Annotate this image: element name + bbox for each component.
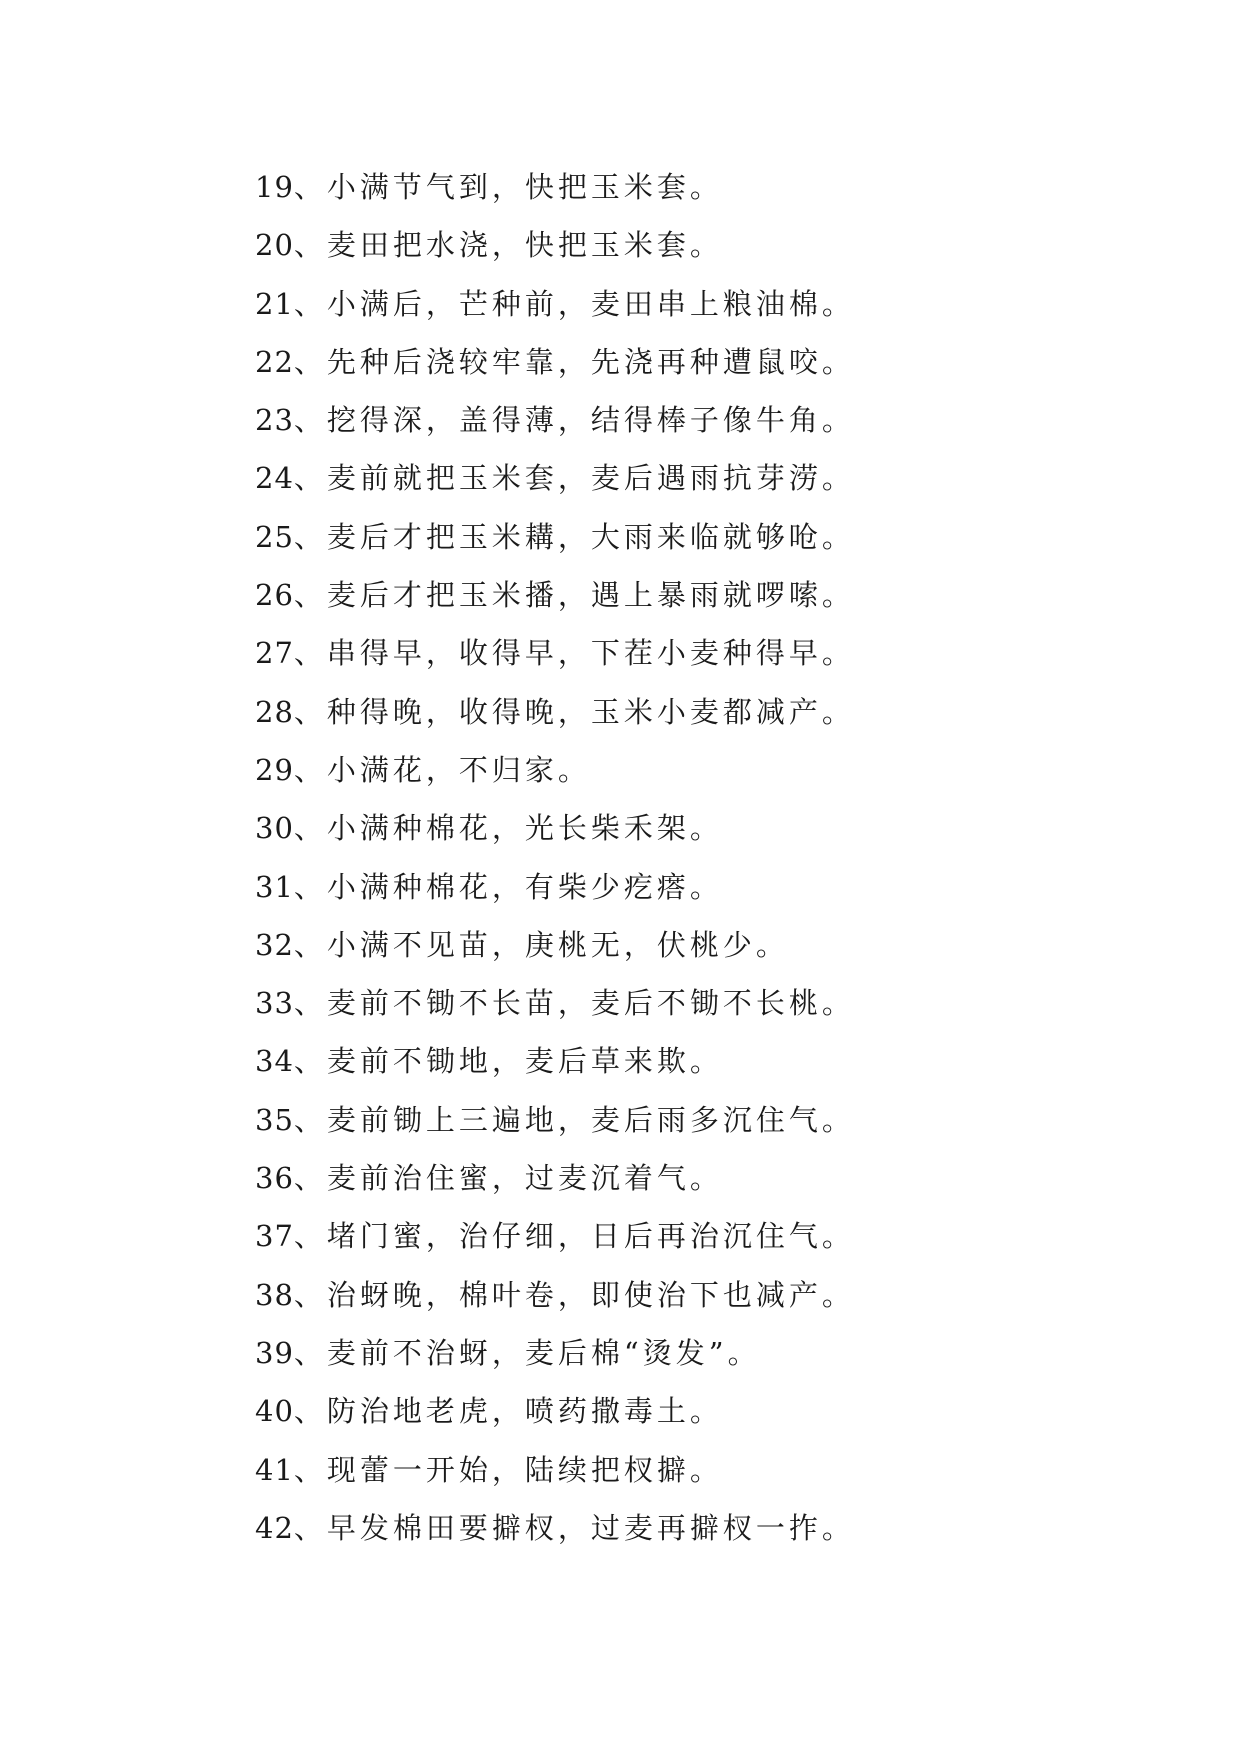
proverb-number: 35 xyxy=(255,1102,294,1137)
proverb-number: 34 xyxy=(255,1044,294,1079)
proverb-line xyxy=(255,1032,855,1090)
proverb-separator: 、 xyxy=(293,1219,327,1254)
proverb-text: 小满节气到，快把玉米套。 xyxy=(326,170,723,204)
proverb-text: 麦前锄上三遍地，麦后雨多沉住气。 xyxy=(326,1102,855,1137)
proverb-line xyxy=(255,624,855,682)
proverb-text: 麦前不锄不长苗，麦后不锄不长桃。 xyxy=(326,986,855,1021)
proverb-text: 种得晚，收得晚，玉米小麦都减产。 xyxy=(326,694,855,729)
proverb-separator: 、 xyxy=(293,1452,327,1487)
proverb-line xyxy=(255,858,855,916)
proverb-number: 40 xyxy=(255,1394,294,1429)
proverb-line xyxy=(255,916,855,974)
proverb-number: 41 xyxy=(255,1452,294,1487)
proverb-line xyxy=(255,1207,855,1265)
proverb-text: 麦前就把玉米套，麦后遇雨抗芽涝。 xyxy=(326,461,855,496)
proverb-line xyxy=(255,974,855,1032)
proverb-number: 22 xyxy=(255,344,294,379)
proverb-number: 32 xyxy=(255,927,294,962)
proverb-text: 堵门蜜，治仔细，日后再治沉住气。 xyxy=(326,1219,855,1254)
proverb-text: 现蕾一开始，陆续把杈擗。 xyxy=(326,1452,723,1487)
proverb-line xyxy=(255,1149,855,1207)
proverb-number: 39 xyxy=(255,1335,294,1370)
proverb-separator: 、 xyxy=(293,1510,327,1545)
proverb-separator: 、 xyxy=(293,869,327,904)
proverb-number: 25 xyxy=(255,519,294,554)
proverb-text: 串得早，收得早，下茬小麦种得早。 xyxy=(326,636,855,671)
proverb-separator: 、 xyxy=(293,1335,327,1370)
proverb-number: 36 xyxy=(255,1161,294,1196)
proverb-text: 小满后，芒种前，麦田串上粮油棉。 xyxy=(326,286,855,321)
proverb-line xyxy=(255,1499,855,1557)
proverb-separator: 、 xyxy=(293,286,327,321)
proverb-separator: 、 xyxy=(293,1161,327,1196)
proverb-line xyxy=(255,449,855,507)
proverb-text: 麦田把水浇，快把玉米套。 xyxy=(326,228,723,263)
proverb-text: 麦前不治蚜，麦后棉“烫发”。 xyxy=(326,1335,761,1370)
proverb-text: 治蚜晚，棉叶卷，即使治下也减产。 xyxy=(326,1277,855,1312)
proverb-text: 先种后浇较牢靠，先浇再种遭鼠咬。 xyxy=(326,344,855,379)
proverb-line xyxy=(255,216,855,274)
proverb-line xyxy=(255,799,855,857)
proverb-separator: 、 xyxy=(293,811,327,846)
proverb-number: 31 xyxy=(255,869,294,904)
proverb-line xyxy=(255,566,855,624)
proverb-list xyxy=(255,158,855,1557)
proverb-separator: 、 xyxy=(293,461,327,496)
proverb-text: 挖得深，盖得薄，结得棒子像牛角。 xyxy=(326,403,855,438)
proverb-number: 38 xyxy=(255,1277,294,1312)
proverb-line xyxy=(255,1441,855,1499)
proverb-separator: 、 xyxy=(293,578,327,613)
proverb-number: 19 xyxy=(255,170,294,204)
proverb-text: 麦后才把玉米耩，大雨来临就够呛。 xyxy=(326,519,855,554)
proverb-line xyxy=(255,1382,855,1440)
proverb-separator: 、 xyxy=(293,170,327,204)
proverb-number: 20 xyxy=(255,228,294,263)
proverb-line xyxy=(255,333,855,391)
proverb-line xyxy=(255,683,855,741)
proverb-text: 麦前治住蜜，过麦沉着气。 xyxy=(326,1161,723,1196)
proverb-separator: 、 xyxy=(293,1102,327,1137)
proverb-separator: 、 xyxy=(293,519,327,554)
proverb-number: 37 xyxy=(255,1219,294,1254)
proverb-separator: 、 xyxy=(293,228,327,263)
proverb-text: 小满种棉花，有柴少疙瘩。 xyxy=(326,869,723,904)
proverb-line xyxy=(255,1266,855,1324)
proverb-number: 29 xyxy=(255,752,294,787)
proverb-text: 小满花，不归家。 xyxy=(326,752,591,787)
proverb-text: 早发棉田要擗杈，过麦再擗杈一拃。 xyxy=(326,1510,855,1545)
proverb-separator: 、 xyxy=(293,636,327,671)
proverb-line xyxy=(255,1091,855,1149)
proverb-number: 23 xyxy=(255,403,294,438)
proverb-number: 28 xyxy=(255,694,294,729)
proverb-separator: 、 xyxy=(293,694,327,729)
proverb-separator: 、 xyxy=(293,403,327,438)
proverb-text: 麦前不锄地，麦后草来欺。 xyxy=(326,1044,723,1079)
proverb-number: 26 xyxy=(255,578,294,613)
proverb-number: 33 xyxy=(255,986,294,1021)
proverb-separator: 、 xyxy=(293,1394,327,1429)
proverb-text: 小满种棉花，光长柴禾架。 xyxy=(326,811,723,846)
proverb-line xyxy=(255,741,855,799)
proverb-line xyxy=(255,158,855,216)
proverb-line xyxy=(255,1324,855,1382)
proverb-text: 防治地老虎，喷药撒毒土。 xyxy=(326,1394,723,1429)
proverb-number: 30 xyxy=(255,811,294,846)
proverb-separator: 、 xyxy=(293,986,327,1021)
proverb-separator: 、 xyxy=(293,1044,327,1079)
proverb-separator: 、 xyxy=(293,927,327,962)
proverb-line xyxy=(255,508,855,566)
proverb-number: 24 xyxy=(255,461,294,496)
proverb-separator: 、 xyxy=(293,752,327,787)
proverb-separator: 、 xyxy=(293,1277,327,1312)
proverb-number: 42 xyxy=(255,1510,294,1545)
proverb-separator: 、 xyxy=(293,344,327,379)
proverb-number: 21 xyxy=(255,286,294,321)
proverb-number: 27 xyxy=(255,636,294,671)
proverb-text: 小满不见苗，庚桃无，伏桃少。 xyxy=(326,927,789,962)
proverb-text: 麦后才把玉米播，遇上暴雨就啰嗦。 xyxy=(326,578,855,613)
proverb-line xyxy=(255,391,855,449)
proverb-line xyxy=(255,275,855,333)
